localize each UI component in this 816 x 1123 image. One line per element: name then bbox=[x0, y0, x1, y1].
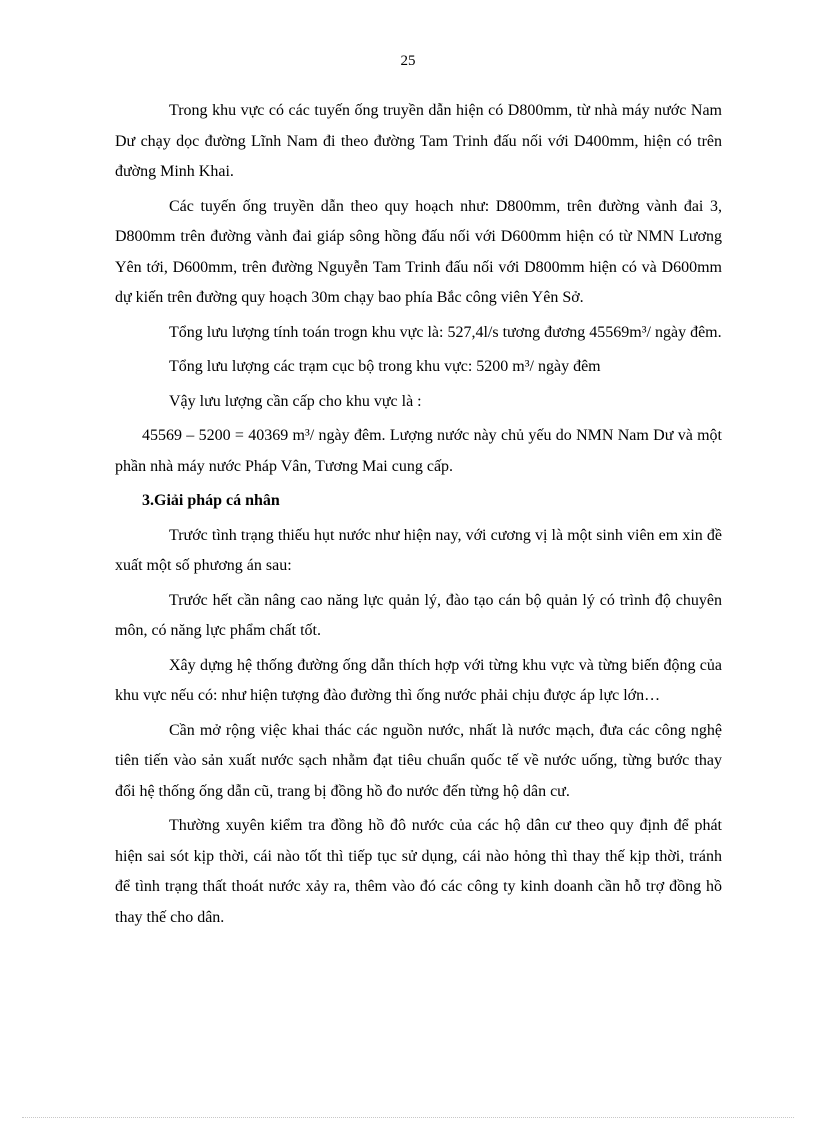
paragraph-pipe-system: Xây dựng hệ thống đường ống dẫn thích hợp với từng khu vực và từng biến động của khu vực nếu có: như hiện tượng đào đường thì ống nước phải chịu được áp lực lớn… bbox=[115, 656, 722, 704]
paragraph-existing-pipes: Trong khu vực có các tuyến ống truyền dẫn hiện có D800mm, từ nhà máy nước Nam Dư chạy dọc đường Lĩnh Nam đi theo đường Tam Trinh đấu nối với D400mm, hiện có trên đường Minh Khai. bbox=[115, 102, 722, 180]
paragraph-total-flow: Tổng lưu lượng tính toán trogn khu vực là: 527,4l/s tương đương 45569m³/ ngày đêm. bbox=[169, 323, 722, 341]
paragraph-meter-inspection: Thường xuyên kiểm tra đồng hồ đô nước của các hộ dân cư theo quy định để phát hiện sai sót kịp thời, cái nào tốt thì tiếp tục sử dụng, cái nào hỏng thì thay thế kịp thời, tránh để tình trạng thất thoát nước xảy ra, thêm vào đó các công ty kinh doanh cần hỗ trợ đồng hồ thay thế cho dân. bbox=[115, 817, 722, 926]
paragraph-water-sources: Cần mở rộng việc khai thác các nguồn nước, nhất là nước mạch, đưa các công nghệ tiên tiến vào sản xuất nước sạch nhằm đạt tiêu chuẩn quốc tế về nước uống, từng bước thay đổi hệ thống ống dẫn cũ, trang bị đồng hồ đo nước đến từng hộ dân cư. bbox=[115, 721, 722, 800]
document-body bbox=[115, 96, 722, 937]
section-heading: 3.Giải pháp cá nhân bbox=[142, 492, 280, 509]
paragraph-management: Trước hết cần nâng cao năng lực quản lý, đào tạo cán bộ quản lý có trình độ chuyên môn, có năng lực phẩm chất tốt. bbox=[115, 591, 722, 639]
paragraph-required-supply: Vậy lưu lượng cần cấp cho khu vực là : bbox=[169, 392, 422, 410]
page-number: 25 bbox=[400, 53, 416, 69]
paragraph-calculation: 45569 – 5200 = 40369 m³/ ngày đêm. Lượng nước này chủ yếu do NMN Nam Dư và một phần nhà máy nước Pháp Vân, Tương Mai cung cấp. bbox=[115, 427, 722, 475]
paragraph-intro-solutions: Trước tình trạng thiếu hụt nước như hiện nay, với cương vị là một sinh viên em xin đề xuất một số phương án sau: bbox=[115, 526, 722, 574]
page-bottom-border bbox=[22, 1117, 794, 1118]
paragraph-planned-pipes: Các tuyến ống truyền dẫn theo quy hoạch như: D800mm, trên đường vành đai 3, D800mm trên đường vành đai giáp sông hồng đấu nối với D600mm hiện có từ NMN Lương Yên tới, D600mm, trên đường Nguyễn Tam Trinh đấu nối với D800mm hiện có và D600mm dự kiến trên đường quy hoạch 30m chạy bao phía Bắc công viên Yên Sở. bbox=[115, 197, 722, 306]
paragraph-local-stations: Tổng lưu lượng các trạm cục bộ trong khu vực: 5200 m³/ ngày đêm bbox=[169, 358, 601, 375]
